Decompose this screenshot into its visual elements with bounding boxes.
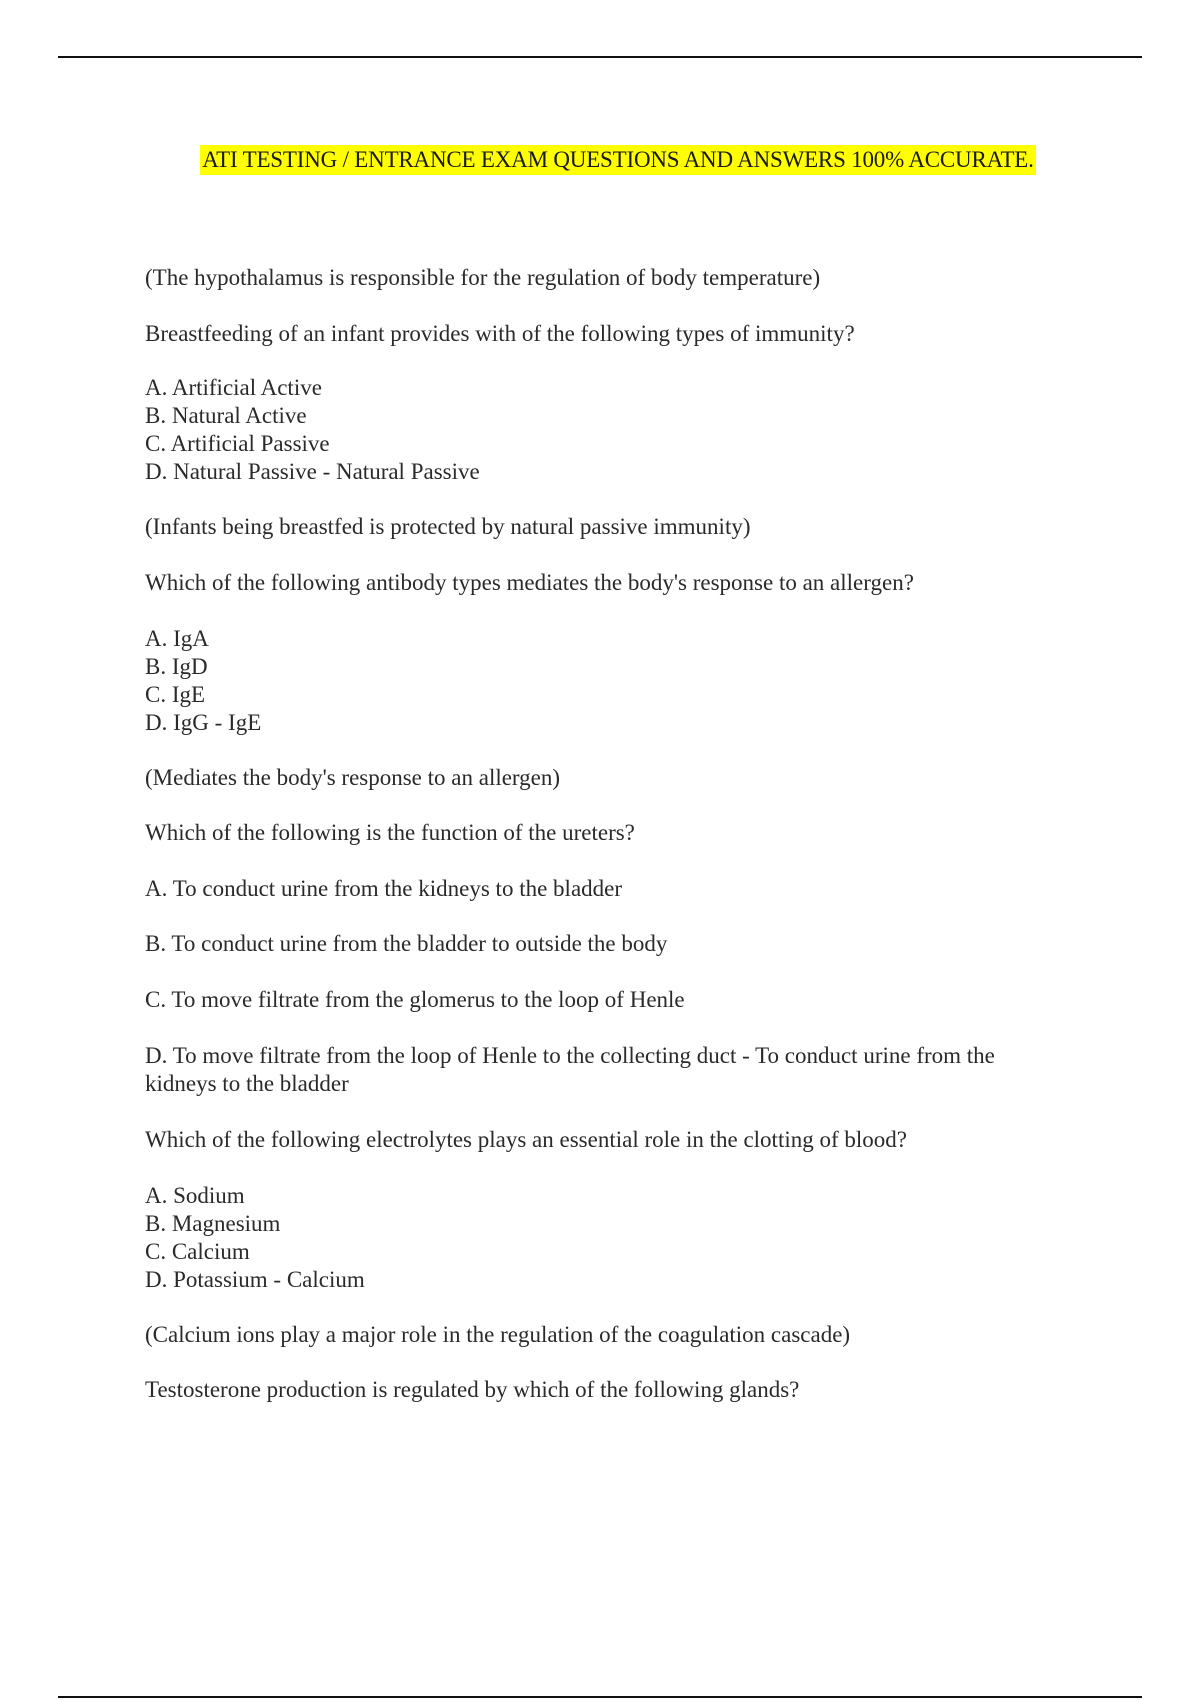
bottom-rule [58,1696,1142,1698]
answer-option: D. Natural Passive - Natural Passive [145,459,480,484]
answer-option: B. To conduct urine from the bladder to outside the body [145,931,668,956]
document-title: ATI TESTING / ENTRANCE EXAM QUESTIONS AND ANSWERS 100% ACCURATE. [200,145,1035,175]
answer-option: A. Sodium [145,1183,245,1208]
rationale-text: (Calcium ions play a major role in the regulation of the coagulation cascade) [145,1322,851,1347]
answer-option: C. To move filtrate from the glomerus to the loop of Henle [145,987,685,1012]
question-text: Which of the following antibody types mediates the body's response to an allergen? [145,570,914,595]
answer-option: D. Potassium - Calcium [145,1267,365,1292]
answer-options [145,374,1065,486]
answer-option: B. IgD [145,654,208,679]
rationale-text: (Infants being breastfed is protected by natural passive immunity) [145,514,751,539]
answer-option: D. To move filtrate from the loop of Henle to the collecting duct - To conduct urine from the kidneys to the bladder [145,1043,995,1096]
answer-option: D. IgG - IgE [145,710,262,735]
answer-option: C. Artificial Passive [145,431,330,456]
answer-option: A. IgA [145,626,209,651]
question-text: Testosterone production is regulated by which of the following glands? [145,1377,800,1402]
answer-option: B. Natural Active [145,403,307,428]
answer-option: C. Calcium [145,1239,250,1264]
answer-options [145,1182,1065,1294]
answer-option: B. Magnesium [145,1211,281,1236]
question-text: Breastfeeding of an infant provides with of the following types of immunity? [145,321,855,346]
question-text: Which of the following is the function of the ureters? [145,820,635,845]
question-text: Which of the following electrolytes plays an essential role in the clotting of blood? [145,1127,907,1152]
rationale-text: (Mediates the body's response to an allergen) [145,765,561,790]
title-wrap [0,145,1200,175]
rationale-text: (The hypothalamus is responsible for the regulation of body temperature) [145,265,821,290]
answer-option: A. To conduct urine from the kidneys to the bladder [145,876,623,901]
top-rule [58,56,1142,58]
answer-options [145,625,1065,737]
answer-option: C. IgE [145,682,206,707]
answer-option: A. Artificial Active [145,375,322,400]
document-body [145,264,1065,1404]
